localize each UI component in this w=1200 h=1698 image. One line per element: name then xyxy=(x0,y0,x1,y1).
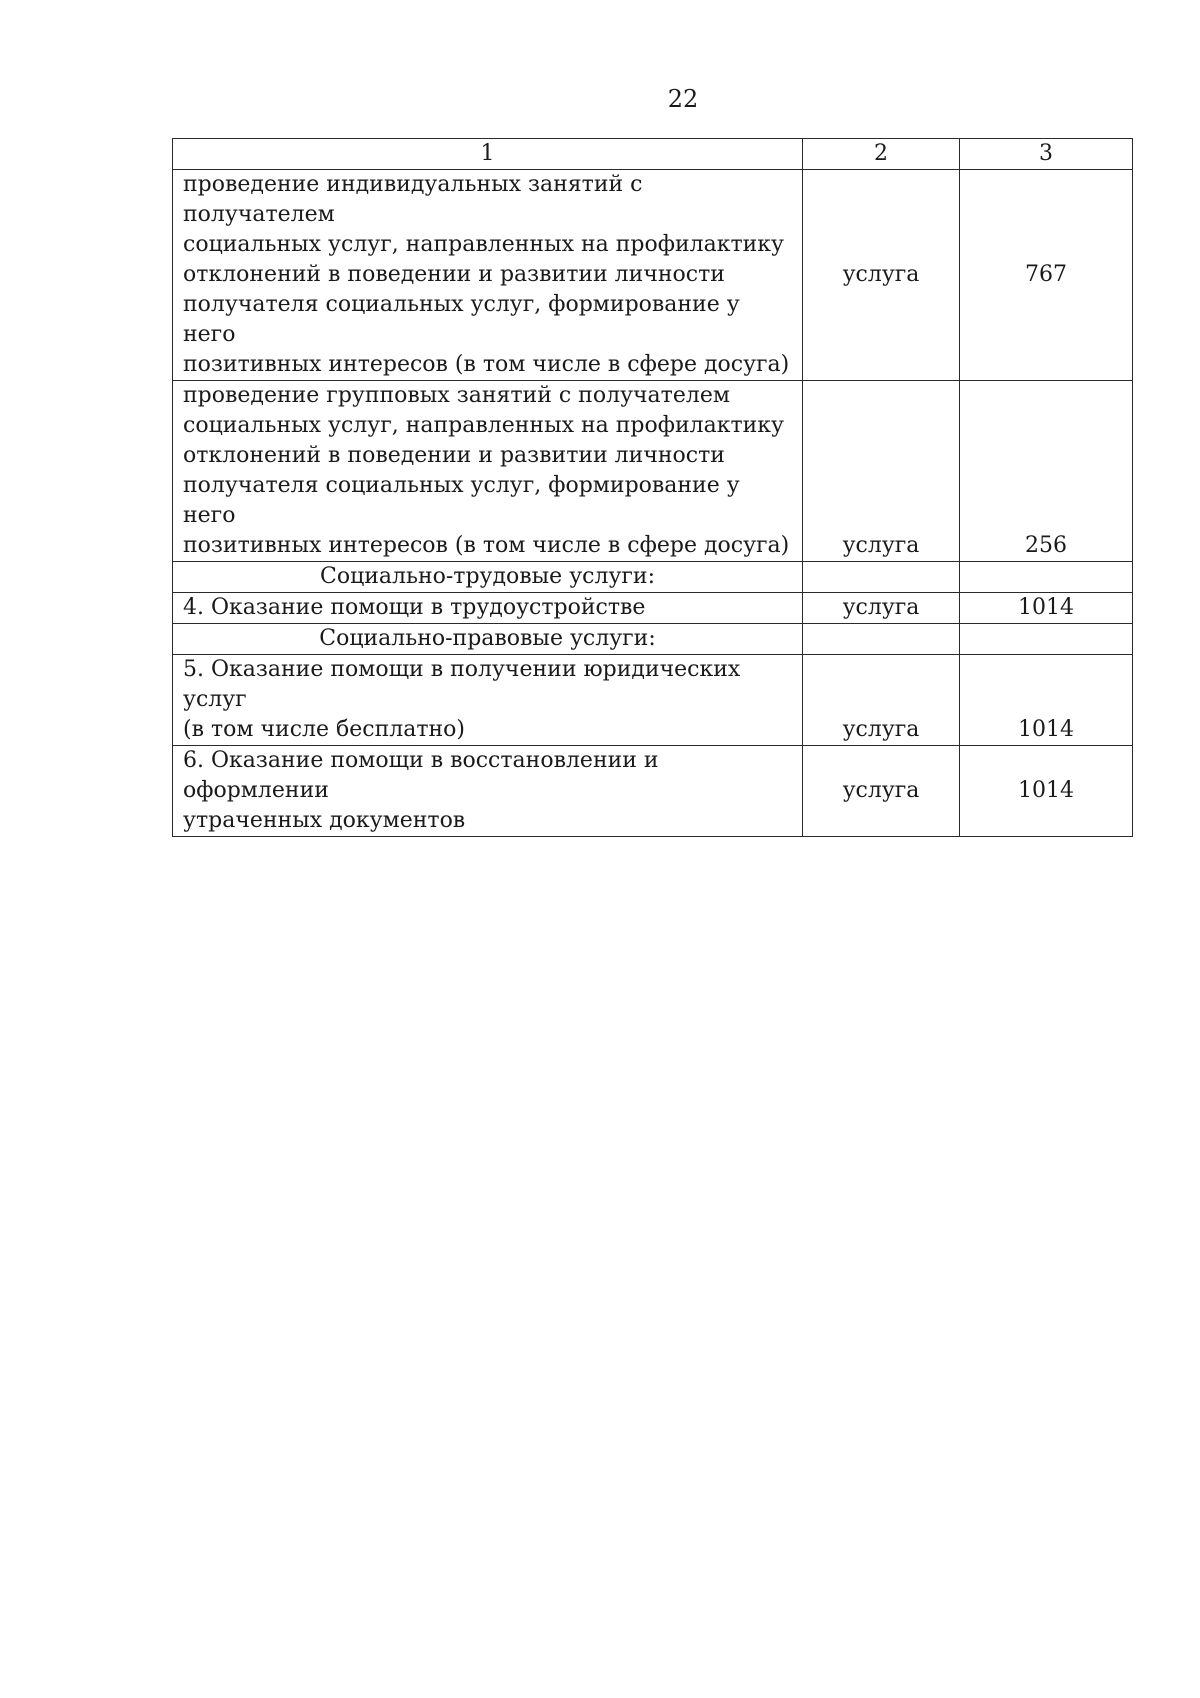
service-name-line: 6. Оказание помощи в восстановлении и оформлении xyxy=(183,748,659,803)
table-row-group-sessions xyxy=(173,381,1133,562)
quantity-cell xyxy=(960,562,1133,593)
service-name-cell xyxy=(173,746,803,837)
table-row-individual-sessions xyxy=(173,170,1133,381)
service-name-cell xyxy=(173,170,803,381)
service-name-line: проведение групповых занятий с получателем xyxy=(183,383,730,408)
page-number: 22 xyxy=(667,85,699,113)
service-name-line: социальных услуг, направленных на профилактику xyxy=(183,232,784,257)
unit-cell: услуга xyxy=(803,746,960,837)
service-name-line: получателя социальных услуг, формирование у него xyxy=(183,292,740,347)
column-number-1: 1 xyxy=(173,139,803,170)
table-row-employment-help xyxy=(173,593,1133,624)
section-heading: Социально-правовые услуги: xyxy=(173,624,803,655)
section-heading: Социально-трудовые услуги: xyxy=(173,562,803,593)
unit-cell xyxy=(803,624,960,655)
service-name-cell: 4. Оказание помощи в трудоустройстве xyxy=(173,593,803,624)
service-name-line: позитивных интересов (в том числе в сфере досуга) xyxy=(183,352,790,377)
quantity-cell: 1014 xyxy=(960,593,1133,624)
unit-cell xyxy=(803,562,960,593)
table-header-row xyxy=(173,139,1133,170)
service-name-line: отклонений в поведении и развитии личности xyxy=(183,443,725,468)
column-number-3: 3 xyxy=(960,139,1133,170)
unit-cell: услуга xyxy=(803,170,960,381)
quantity-cell xyxy=(960,624,1133,655)
service-name-cell xyxy=(173,381,803,562)
column-number-2: 2 xyxy=(803,139,960,170)
service-name-line: отклонений в поведении и развитии личности xyxy=(183,262,725,287)
quantity-cell: 256 xyxy=(960,381,1133,562)
unit-cell: услуга xyxy=(803,655,960,746)
service-name-line: 5. Оказание помощи в получении юридических услуг xyxy=(183,657,741,712)
table-row-section-legal xyxy=(173,624,1133,655)
service-name-line: позитивных интересов (в том числе в сфере досуга) xyxy=(183,533,790,558)
table-row-documents-help xyxy=(173,746,1133,837)
quantity-cell: 1014 xyxy=(960,655,1133,746)
service-name-line: получателя социальных услуг, формирование у него xyxy=(183,473,740,528)
service-name-line: (в том числе бесплатно) xyxy=(183,717,466,742)
table-row-legal-help xyxy=(173,655,1133,746)
quantity-cell: 1014 xyxy=(960,746,1133,837)
unit-cell: услуга xyxy=(803,381,960,562)
quantity-cell: 767 xyxy=(960,170,1133,381)
service-name-line: утраченных документов xyxy=(183,808,466,833)
service-name-line: социальных услуг, направленных на профилактику xyxy=(183,413,784,438)
table-row-section-labor xyxy=(173,562,1133,593)
service-name-cell xyxy=(173,655,803,746)
service-name-line: проведение индивидуальных занятий с получателем xyxy=(183,172,643,227)
unit-cell: услуга xyxy=(803,593,960,624)
services-table xyxy=(172,138,1133,837)
